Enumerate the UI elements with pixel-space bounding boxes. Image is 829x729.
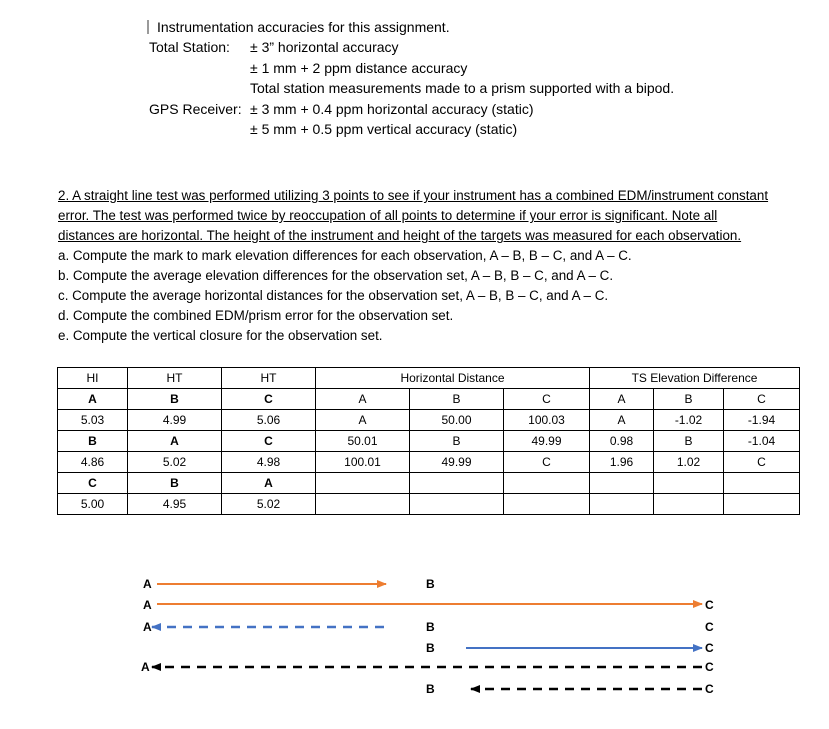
table-cell: 49.99 (410, 452, 504, 473)
table-cell: C (222, 389, 316, 410)
gps-line: ± 5 mm + 0.5 ppm vertical accuracy (static) (250, 121, 518, 137)
table-cell (410, 473, 504, 494)
table-cell: 100.01 (316, 452, 410, 473)
table-cell: A (590, 389, 654, 410)
table-cell: 100.03 (504, 410, 590, 431)
table-cell: 4.98 (222, 452, 316, 473)
point-label: B (426, 577, 435, 591)
table-cell: 50.01 (316, 431, 410, 452)
table-cell: -1.02 (654, 410, 724, 431)
question-item-a: a. Compute the mark to mark elevation differences for each observation, A – B, B – C, and A – C. (58, 248, 632, 263)
table-cell: C (504, 389, 590, 410)
table-row (58, 494, 800, 515)
observation-table (57, 367, 800, 515)
point-label: B (426, 641, 435, 655)
point-label: C (705, 660, 714, 674)
ts-line: ± 3” horizontal accuracy (250, 39, 399, 55)
question-item-c: c. Compute the average horizontal distances for the observation set, A – B, B – C, and A – C. (58, 288, 609, 303)
table-cell: 4.95 (128, 494, 222, 515)
table-cell (316, 494, 410, 515)
gps-label: GPS Receiver: (149, 101, 242, 117)
point-label: C (705, 598, 714, 612)
question-paragraph-line: distances are horizontal. The height of the instrument and height of the targets was measured for each observation. (58, 228, 742, 243)
table-cell: 5.00 (58, 494, 128, 515)
table-cell (504, 494, 590, 515)
point-label: A (143, 598, 152, 612)
table-cell (590, 473, 654, 494)
table-row (58, 473, 800, 494)
point-label: A (141, 660, 150, 674)
table-cell: A (128, 431, 222, 452)
table-cell: C (222, 431, 316, 452)
question-item-d: d. Compute the combined EDM/prism error for the observation set. (58, 308, 454, 323)
table-cell: A (316, 410, 410, 431)
table-cell (410, 494, 504, 515)
question-paragraph-line: error. The test was performed twice by reoccupation of all points to determine if your error is significant. Note all (58, 208, 718, 223)
table-cell: 49.99 (504, 431, 590, 452)
table-cell (504, 473, 590, 494)
table-header-row (58, 368, 800, 389)
table-cell: 5.06 (222, 410, 316, 431)
question-paragraph-line: 2. A straight line test was performed utilizing 3 points to see if your instrument has a combined EDM/instrument constant (58, 188, 769, 203)
table-cell: A (58, 389, 128, 410)
table-row (58, 389, 800, 410)
table-cell: 1.96 (590, 452, 654, 473)
table-cell: B (410, 431, 504, 452)
point-label: C (705, 682, 714, 696)
table-cell (590, 494, 654, 515)
question-item-e: e. Compute the vertical closure for the observation set. (58, 328, 383, 343)
table-cell: 0.98 (590, 431, 654, 452)
table-cell (724, 473, 800, 494)
table-row (58, 452, 800, 473)
table-cell: A (590, 410, 654, 431)
table-cell: 50.00 (410, 410, 504, 431)
cursor-mark (147, 20, 149, 34)
table-cell: B (128, 389, 222, 410)
table-cell: C (504, 452, 590, 473)
table-cell: A (316, 389, 410, 410)
table-cell: C (724, 452, 800, 473)
table-cell: 4.99 (128, 410, 222, 431)
table-cell: C (724, 389, 800, 410)
table-cell: B (654, 389, 724, 410)
table-cell (654, 473, 724, 494)
table-cell: 5.02 (128, 452, 222, 473)
header-ht: HT (222, 368, 316, 389)
gps-line: ± 3 mm + 0.4 ppm horizontal accuracy (static) (250, 101, 534, 117)
table-cell: -1.94 (724, 410, 800, 431)
table-cell (316, 473, 410, 494)
table-cell: B (654, 431, 724, 452)
point-label: B (426, 682, 435, 696)
table-cell: B (58, 431, 128, 452)
point-label: A (143, 620, 152, 634)
table-row (58, 431, 800, 452)
table-cell: 5.03 (58, 410, 128, 431)
table-cell: B (128, 473, 222, 494)
table-row (58, 410, 800, 431)
table-cell (724, 494, 800, 515)
table-cell (654, 494, 724, 515)
point-label: A (143, 577, 152, 591)
header-hi: HI (58, 368, 128, 389)
table-cell: B (410, 389, 504, 410)
table-cell: 1.02 (654, 452, 724, 473)
table-cell: 4.86 (58, 452, 128, 473)
point-label: C (705, 620, 714, 634)
specs-heading: Instrumentation accuracies for this assignment. (157, 19, 450, 35)
question-item-b: b. Compute the average elevation differences for the observation set, A – B, B – C, and A – C. (58, 268, 614, 283)
header-ht: HT (128, 368, 222, 389)
point-label: C (705, 641, 714, 655)
header-ts-elevation-difference: TS Elevation Difference (590, 368, 800, 389)
point-label: B (426, 620, 435, 634)
table-cell: A (222, 473, 316, 494)
header-horizontal-distance: Horizontal Distance (316, 368, 590, 389)
table-cell: C (58, 473, 128, 494)
ts-line: ± 1 mm + 2 ppm distance accuracy (250, 60, 468, 76)
table-cell: 5.02 (222, 494, 316, 515)
table-cell: -1.04 (724, 431, 800, 452)
ts-label: Total Station: (149, 39, 230, 55)
ts-line: Total station measurements made to a prism supported with a bipod. (250, 80, 675, 96)
